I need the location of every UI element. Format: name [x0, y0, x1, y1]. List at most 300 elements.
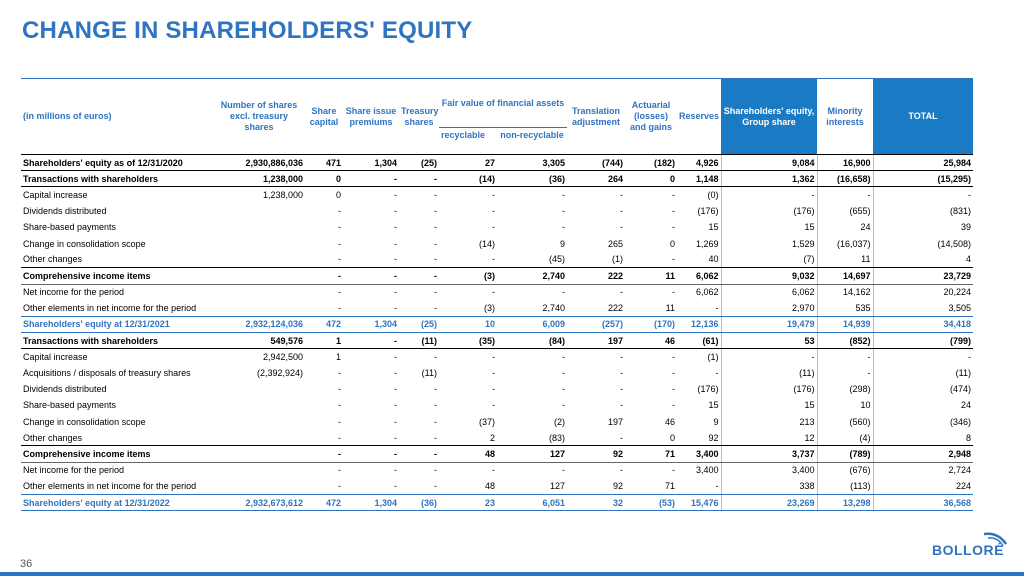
table-cell [213, 397, 305, 413]
table-cell: 32 [567, 494, 625, 510]
table-cell: - [305, 300, 343, 316]
table-cell: - [562, 206, 565, 217]
table-cell: - [492, 190, 495, 201]
table-cell [213, 203, 305, 219]
table-cell: 222 [567, 268, 625, 284]
table-cell: - [721, 187, 817, 203]
table-cell: 0 [625, 430, 677, 446]
table-cell: (676) [817, 462, 873, 478]
table-cell: 1,304 [343, 155, 399, 171]
table-cell: - [434, 206, 437, 217]
header-total: TOTAL [873, 79, 973, 155]
table-cell: 10 [439, 316, 497, 332]
table-cell [213, 462, 305, 478]
table-cell: 27 [439, 155, 497, 171]
table-cell: - [305, 430, 343, 446]
table-cell: - [434, 222, 437, 233]
table-cell: - [343, 268, 399, 284]
table-row [21, 462, 973, 478]
table-cell: 338 [721, 478, 817, 494]
table-cell: 9,032 [721, 268, 817, 284]
table-cell: 222 [567, 300, 625, 316]
table-cell: - [492, 465, 495, 476]
header-fair-value: Fair value of financial assets [439, 79, 567, 128]
table-cell: - [343, 430, 399, 446]
table-cell: 23,269 [721, 494, 817, 510]
row-label: Other elements in net income for the period [21, 300, 213, 316]
table-cell: 71 [625, 446, 677, 462]
row-label: Net income for the period [23, 287, 125, 298]
table-cell: 197 [607, 416, 623, 427]
table-cell [213, 381, 305, 397]
table-cell: (4) [817, 430, 873, 446]
table-cell: (799) [873, 333, 973, 349]
table-row [21, 381, 973, 397]
table-row [21, 235, 973, 251]
table-cell: (176) [721, 203, 817, 219]
table-cell: - [620, 222, 623, 233]
table-cell: 0 [625, 171, 677, 187]
table-cell: 1 [305, 333, 343, 349]
table-cell: - [817, 187, 873, 203]
row-label: Transactions with shareholders [21, 333, 213, 349]
table-cell: 20,224 [873, 284, 973, 300]
table-cell: 1,529 [721, 235, 817, 251]
table-cell: 2,970 [721, 300, 817, 316]
table-cell: 2,932,673,612 [213, 494, 305, 510]
row-label: Shareholders' equity at 12/31/2022 [21, 494, 213, 510]
table-cell: 16,900 [817, 155, 873, 171]
table-cell: (16,037) [817, 235, 873, 251]
table-cell: 3,305 [497, 155, 567, 171]
table-cell: - [338, 287, 341, 298]
table-cell: 11 [625, 268, 677, 284]
table-cell: 23,729 [873, 268, 973, 284]
table-row [21, 414, 973, 430]
table-cell: - [620, 384, 623, 395]
table-cell: 224 [873, 478, 973, 494]
table-cell: - [338, 465, 341, 476]
table-cell: 15,476 [677, 494, 721, 510]
table-row [21, 349, 973, 365]
table-cell: 14,162 [817, 284, 873, 300]
table-cell: - [562, 190, 565, 201]
row-label: Other elements in net income for the period [21, 478, 213, 494]
table-cell: - [620, 287, 623, 298]
table-cell: 2,724 [873, 462, 973, 478]
table-cell: (560) [817, 414, 873, 430]
table-cell: - [305, 478, 343, 494]
table-cell: 4,926 [677, 155, 721, 171]
table-cell: 53 [721, 333, 817, 349]
header-reserves: Reserves [677, 79, 721, 155]
table-cell: (36) [497, 171, 567, 187]
table-cell: - [677, 300, 721, 316]
table-cell: 3,737 [721, 446, 817, 462]
table-row [21, 203, 973, 219]
equity-table-body [21, 155, 973, 511]
table-cell: 1,304 [343, 494, 399, 510]
table-cell: (35) [439, 333, 497, 349]
table-cell: 2,932,124,036 [213, 316, 305, 332]
table-cell: 265 [607, 238, 623, 249]
header-non-recyclable: non-recyclable [497, 128, 567, 143]
table-row [21, 365, 973, 381]
row-label: Net income for the period [23, 465, 125, 476]
table-cell: - [620, 465, 623, 476]
table-cell: 15 [708, 400, 719, 411]
table-cell: - [562, 287, 565, 298]
table-cell: - [305, 268, 343, 284]
table-cell: - [817, 365, 873, 381]
table-cell: - [672, 368, 675, 379]
table-cell: - [394, 400, 397, 411]
table-cell: 24 [873, 397, 973, 413]
table-cell: - [394, 416, 397, 427]
table-cell: (14,508) [873, 235, 973, 251]
table-cell: 48 [439, 478, 497, 494]
table-cell [213, 478, 305, 494]
table-cell: 3,400 [721, 462, 817, 478]
table-cell: - [399, 430, 439, 446]
table-cell: 264 [567, 171, 625, 187]
table-row [21, 397, 973, 413]
table-row [21, 155, 973, 171]
row-label: Capital increase [23, 352, 88, 363]
table-cell: - [394, 352, 397, 363]
table-cell: (11) [721, 365, 817, 381]
table-cell: - [394, 238, 397, 249]
table-cell: - [620, 400, 623, 411]
table-cell: (831) [873, 203, 973, 219]
table-cell: - [562, 400, 565, 411]
table-row [21, 268, 973, 284]
table-cell: - [434, 400, 437, 411]
table-cell: - [562, 368, 565, 379]
table-cell: 24 [817, 219, 873, 235]
row-label: Transactions with shareholders [21, 171, 213, 187]
table-cell: (11) [421, 368, 437, 379]
table-cell: 0 [669, 238, 675, 249]
row-label: Acquisitions / disposals of treasury shares [23, 368, 191, 379]
header-capital: Share capital [305, 79, 343, 155]
table-row [21, 252, 973, 268]
table-cell: 11 [817, 252, 873, 268]
row-label: Comprehensive income items [21, 446, 213, 462]
table-cell: - [672, 465, 675, 476]
page-title: CHANGE IN SHAREHOLDERS' EQUITY [22, 17, 473, 44]
table-cell: 1,362 [721, 171, 817, 187]
table-cell: 11 [625, 300, 677, 316]
table-cell: (474) [873, 381, 973, 397]
table-cell: - [715, 368, 719, 379]
table-cell: - [434, 384, 437, 395]
table-cell: - [672, 222, 675, 233]
row-label: Capital increase [23, 190, 88, 201]
table-cell: - [562, 222, 565, 233]
table-cell: - [620, 190, 623, 201]
table-cell: - [434, 287, 437, 298]
table-cell: (25) [399, 316, 439, 332]
row-label: Share-based payments [23, 222, 117, 233]
table-cell: - [562, 384, 565, 395]
table-cell: 15 [721, 219, 817, 235]
table-cell [213, 430, 305, 446]
table-cell: (11) [399, 333, 439, 349]
table-cell: 471 [305, 155, 343, 171]
table-cell: 549,576 [213, 333, 305, 349]
table-cell: - [305, 446, 343, 462]
table-cell: 472 [305, 494, 343, 510]
row-label: Change in consolidation scope [23, 238, 146, 249]
table-cell: - [338, 238, 341, 249]
table-cell: - [434, 190, 437, 201]
table-cell: (84) [497, 333, 567, 349]
table-cell: - [672, 400, 675, 411]
table-row [21, 284, 973, 300]
equity-table [21, 78, 973, 511]
table-cell: (182) [625, 155, 677, 171]
table-cell: (1) [707, 352, 719, 363]
table-cell [213, 414, 305, 430]
table-cell: (16,658) [817, 171, 873, 187]
table-cell: 23 [439, 494, 497, 510]
table-row [21, 300, 973, 316]
table-cell: (744) [567, 155, 625, 171]
bollore-logo [932, 530, 1012, 560]
row-label: Change in consolidation scope [23, 416, 146, 427]
table-cell: (36) [399, 494, 439, 510]
table-cell: 0 [335, 190, 341, 201]
table-cell: 2 [439, 430, 497, 446]
table-cell: - [399, 300, 439, 316]
table-cell: 6,062 [721, 284, 817, 300]
table-cell [213, 252, 305, 268]
table-row [21, 316, 973, 332]
table-cell [213, 300, 305, 316]
table-cell: - [492, 206, 495, 217]
table-cell: - [394, 287, 397, 298]
row-label: Shareholders' equity as of 12/31/2020 [21, 155, 213, 171]
table-row [21, 171, 973, 187]
table-cell: 1,148 [677, 171, 721, 187]
table-cell: 6,051 [497, 494, 567, 510]
equity-table-container [21, 78, 973, 511]
table-cell: - [343, 171, 399, 187]
table-cell: (176) [697, 384, 719, 395]
table-cell: 12,136 [677, 316, 721, 332]
page-number: 36 [20, 558, 33, 570]
header-shares: Number of shares excl. treasury shares [213, 79, 305, 155]
table-cell: (14) [439, 171, 497, 187]
table-cell: 12 [721, 430, 817, 446]
table-cell: - [492, 400, 495, 411]
table-cell: 2,942,500 [262, 352, 303, 363]
table-cell: 9 [559, 238, 565, 249]
bottom-accent-bar [0, 572, 1024, 576]
table-cell: - [817, 349, 873, 365]
table-cell: - [672, 384, 675, 395]
table-cell: (0) [707, 190, 719, 201]
table-cell: (789) [817, 446, 873, 462]
table-cell: (852) [817, 333, 873, 349]
table-cell: - [338, 416, 341, 427]
table-cell: - [434, 416, 437, 427]
table-row [21, 430, 973, 446]
table-cell: (176) [697, 206, 719, 217]
table-cell: - [394, 222, 397, 233]
table-cell: - [343, 446, 399, 462]
table-cell: (61) [677, 333, 721, 349]
table-cell: - [343, 333, 399, 349]
table-cell: - [394, 465, 397, 476]
table-cell [213, 235, 305, 251]
table-cell: (15,295) [873, 171, 973, 187]
table-cell: (113) [817, 478, 873, 494]
table-cell: 3,400 [677, 446, 721, 462]
table-cell: - [305, 252, 343, 268]
table-cell: - [338, 206, 341, 217]
table-cell: 71 [625, 478, 677, 494]
table-cell: - [399, 446, 439, 462]
table-cell: (83) [497, 430, 567, 446]
table-cell: (346) [873, 414, 973, 430]
table-cell: - [343, 300, 399, 316]
table-cell: (176) [721, 381, 817, 397]
table-cell: (257) [567, 316, 625, 332]
table-cell: 535 [817, 300, 873, 316]
table-cell: - [394, 190, 397, 201]
table-cell: 19,479 [721, 316, 817, 332]
table-cell: (2,392,924) [256, 368, 303, 379]
table-cell: 13,298 [817, 494, 873, 510]
table-cell: 472 [305, 316, 343, 332]
table-cell: 4 [873, 252, 973, 268]
header-treasury: Treasury shares [399, 79, 439, 155]
table-cell: - [399, 478, 439, 494]
table-cell: 14,939 [817, 316, 873, 332]
row-label: Dividends distributed [23, 206, 107, 217]
table-cell: 6,062 [677, 268, 721, 284]
table-cell: - [873, 349, 973, 365]
table-cell: - [434, 238, 437, 249]
table-cell: - [338, 222, 341, 233]
table-cell: - [873, 187, 973, 203]
table-cell: - [343, 478, 399, 494]
table-cell: 3,400 [695, 465, 719, 476]
row-label: Dividends distributed [23, 384, 107, 395]
table-row [21, 478, 973, 494]
table-cell: - [562, 465, 565, 476]
row-label: Share-based payments [23, 400, 117, 411]
table-cell: 48 [439, 446, 497, 462]
table-cell: 36,568 [873, 494, 973, 510]
table-cell: 8 [873, 430, 973, 446]
table-cell: (298) [817, 381, 873, 397]
table-cell: - [492, 222, 495, 233]
table-cell: 40 [677, 252, 721, 268]
table-cell: 6,062 [695, 287, 719, 298]
table-cell: - [343, 252, 399, 268]
table-cell: (7) [721, 252, 817, 268]
header-group-share: Shareholders' equity, Group share [721, 79, 817, 155]
table-cell: 92 [677, 430, 721, 446]
table-cell [213, 219, 305, 235]
table-cell: (37) [478, 416, 495, 427]
table-cell: - [394, 384, 397, 395]
table-cell: 2,948 [873, 446, 973, 462]
row-label: Other changes [21, 430, 213, 446]
table-cell: 1,238,000 [213, 171, 305, 187]
table-cell: - [620, 368, 623, 379]
table-cell: 92 [567, 478, 625, 494]
table-cell: 9,084 [721, 155, 817, 171]
table-cell: - [620, 352, 623, 363]
table-cell: 9 [713, 416, 719, 427]
table-cell: - [338, 384, 341, 395]
table-cell: 2,740 [497, 300, 567, 316]
table-cell: - [492, 352, 495, 363]
table-cell: 213 [721, 414, 817, 430]
table-cell: (14) [478, 238, 495, 249]
table-cell: (655) [817, 203, 873, 219]
table-cell: (170) [625, 316, 677, 332]
table-cell: 127 [497, 478, 567, 494]
table-cell: - [439, 252, 497, 268]
table-cell: - [492, 384, 495, 395]
table-row [21, 187, 973, 203]
table-row [21, 494, 973, 510]
table-cell: (11) [873, 365, 973, 381]
header-recyclable: recyclable [439, 128, 497, 143]
table-cell [213, 284, 305, 300]
table-cell: - [625, 252, 677, 268]
table-cell: - [338, 368, 341, 379]
table-cell: (1) [567, 252, 625, 268]
table-cell: 46 [625, 333, 677, 349]
table-cell: - [434, 465, 437, 476]
table-cell: 34,418 [873, 316, 973, 332]
table-cell: - [492, 287, 495, 298]
table-cell: - [567, 430, 625, 446]
table-cell: (2) [554, 416, 565, 427]
table-cell: 1 [335, 352, 341, 363]
table-cell: 2,740 [497, 268, 567, 284]
header-actuarial: Actuarial (losses) and gains [625, 79, 677, 155]
table-cell [213, 268, 305, 284]
table-cell: 6,009 [497, 316, 567, 332]
table-cell: 92 [567, 446, 625, 462]
table-cell: - [399, 171, 439, 187]
table-cell: 10 [817, 397, 873, 413]
table-cell: - [338, 400, 341, 411]
logo-text: BOLLORÉ [932, 542, 1004, 558]
table-cell: - [620, 206, 623, 217]
table-cell: - [677, 478, 721, 494]
header-minority: Minority interests [817, 79, 873, 155]
table-cell: - [492, 368, 495, 379]
table-row [21, 219, 973, 235]
table-cell: 2,930,886,036 [213, 155, 305, 171]
table-cell [213, 446, 305, 462]
table-cell: - [672, 206, 675, 217]
table-cell: - [434, 352, 437, 363]
table-cell: 3,505 [873, 300, 973, 316]
table-cell: 1,269 [695, 238, 719, 249]
table-cell: - [562, 352, 565, 363]
table-cell: 197 [567, 333, 625, 349]
table-cell: 1,238,000 [262, 190, 303, 201]
